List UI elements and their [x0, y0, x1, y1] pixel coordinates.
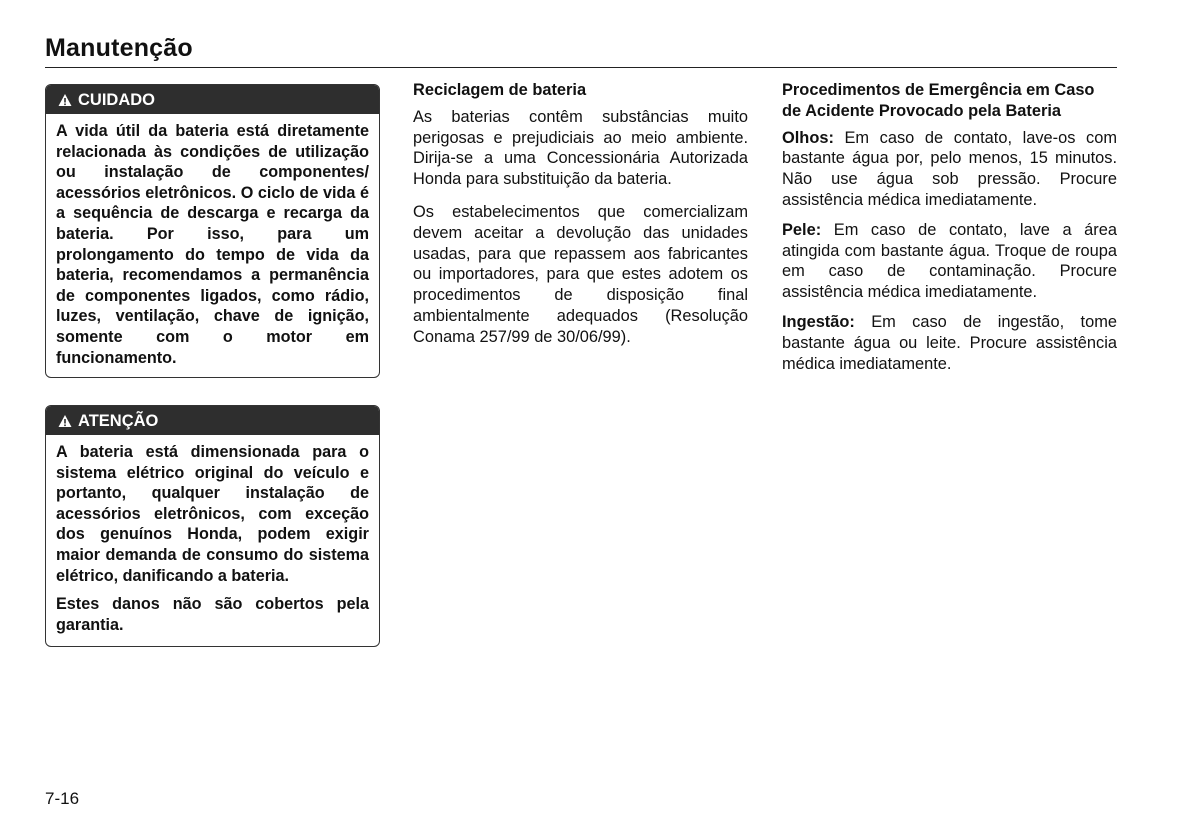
cuidado-header — [46, 85, 379, 114]
warning-triangle-icon — [58, 93, 72, 107]
title-divider — [45, 67, 1117, 68]
recycling-paragraph-2: Os estabelecimentos que comercializam devem aceitar a devolução das unidades usadas, para que repassem aos fabricantes ou importadores, para que estes adotem os procedimentos de disposição final ambientalmente adequados (Resolução Conama 257/99 de 30/06/99). — [413, 202, 748, 346]
cuidado-warning-box — [45, 84, 380, 378]
cuidado-body — [46, 114, 379, 376]
page-number: 7-16 — [45, 789, 80, 808]
emergency-section — [782, 80, 1117, 374]
atencao-label: ATENÇÃO — [78, 411, 159, 430]
atencao-text-2: Estes danos não são cobertos pela garantia. — [56, 595, 369, 634]
recycling-paragraph-1: As baterias contêm substâncias muito perigosas e prejudiciais ao meio ambiente. Dirija-se a uma Concessionária Autorizada Honda para substituição da bateria. — [413, 107, 748, 189]
emergency-item-label: Olhos: — [782, 128, 834, 147]
emergency-item-ingestion — [782, 312, 1117, 374]
emergency-item-text: Em caso de contato, lave-os com bastante água por, pelo menos, 15 minutos. Não use água sob pressão. Procure assistência médica imediatamente. — [782, 128, 1117, 209]
emergency-item-text: Em caso de ingestão, tome bastante água ou leite. Procure assistência médica imediatamente. — [782, 312, 1117, 373]
page-title: Manutenção — [45, 34, 193, 62]
emergency-item-text: Em caso de contato, lave a área atingida com bastante água. Troque de roupa em caso de contaminação. Procure assistência médica imediatamente. — [782, 220, 1117, 302]
emergency-item-skin — [782, 220, 1117, 303]
recycling-heading: Reciclagem de bateria — [413, 81, 587, 99]
warning-triangle-icon — [58, 414, 72, 428]
atencao-text-1: A bateria está dimensionada para o sistema elétrico original do veículo e portanto, qualquer instalação de acessórios eletrônicos, com exceção dos genuínos Honda, podem exigir maior demanda de consumo do sistema elétrico, danificando a bateria. — [56, 443, 369, 585]
emergency-item-label: Ingestão: — [782, 312, 855, 331]
recycling-section — [413, 80, 748, 348]
cuidado-text: A vida útil da bateria está diretamente relacionada às condições de utilização ou instalação de componentes/ acessórios eletrônicos. O ciclo de vida é a sequência de descarga e recarga da bateria. Por isso, para um prolongamento do tempo de vida da bateria, recomendamos a permanência de componentes ligados, como rádio, luzes, ventilação, chave de ignição, somente com o motor em funcionamento. — [56, 122, 369, 367]
emergency-heading: Procedimentos de Emergência em Caso de Acidente Provocado pela Bateria — [782, 81, 1095, 120]
cuidado-label: CUIDADO — [78, 90, 155, 109]
emergency-item-label: Pele: — [782, 220, 822, 239]
atencao-header — [46, 406, 379, 435]
atencao-body — [46, 435, 379, 643]
emergency-item-eyes — [782, 128, 1117, 211]
atencao-warning-box — [45, 405, 380, 647]
